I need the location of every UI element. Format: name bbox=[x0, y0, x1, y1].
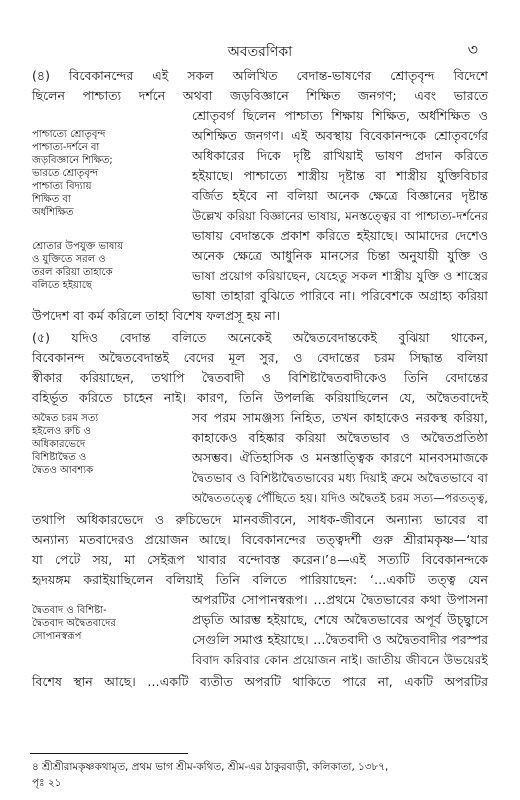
margin-note-line: শিক্ষিত বা bbox=[32, 194, 71, 205]
text-line: অপরটির সোপানস্বরূপ। …প্রথমে দ্বৈতভাবের কথা উপাসনা bbox=[192, 592, 488, 607]
text-line: কাহাকেও বহিষ্কার করিয়া অদ্বৈতভাব ও অদ্বৈতপ্রতিষ্ঠা bbox=[192, 430, 488, 445]
margin-note-line: বিশিষ্টাদ্বৈত ও bbox=[32, 452, 87, 463]
text-line: দ্বৈতভাব ও বিশিষ্টাদ্বৈতভাবের মধ্য দিয়াই ক্রমে অদ্বৈতভাবে বা bbox=[192, 471, 488, 485]
text-line: তথাপি অধিকারভেদে ও রুচিভেদে মানবজীবনে, সাধক-জীবনে অন্যান্য ভাবের বা bbox=[32, 512, 488, 527]
margin-note-line: ও যুক্তিতে সরল ও bbox=[32, 254, 106, 265]
margin-note-line: ভারতে শ্রোতৃবৃন্দ bbox=[32, 168, 98, 179]
text-line: অধিকারের দিকে দৃষ্টি রাখিয়াই ভাষণ প্রদান করিতে bbox=[192, 148, 488, 163]
text-line: অদ্বৈততত্ত্বে পৌঁছিতে হয়। যদিও অদ্বৈতই চরম সত্য—পরতত্ত্ব, bbox=[192, 491, 488, 505]
text-line: ভাষা প্রয়োগ করিয়াছেন, যেহেতু সকল শাস্ত্রীয় যুক্তি ও শাস্ত্রের bbox=[192, 269, 488, 283]
margin-note-line: শ্রোতার উপযুক্ত ভাষায় bbox=[32, 241, 124, 252]
margin-note-line: অর্ধশিক্ষিত bbox=[32, 207, 74, 218]
footnote-divider bbox=[30, 753, 188, 754]
text-line: বিবাদ করিবার কোন প্রয়োজন নাই। জাতীয় জীবনে উভয়েরই bbox=[192, 653, 488, 667]
margin-note-language bbox=[32, 240, 123, 292]
text-line: হৃদয়ঙ্গম করাইয়াছিলেন বলিয়াই তিনি বলিতে পারিয়াছেন: ‘…একটি তত্ত্ব যেন bbox=[32, 572, 488, 587]
text-line: বিশেষ স্থান আছে। …একটি ব্যতীত অপরটি থাকিতে পারে না, একটি অপরটির bbox=[32, 674, 488, 689]
text-line: অশিক্ষিত জনগণ। এই অবস্থায় বিবেকানন্দকে শ্রোতৃবর্গের bbox=[192, 128, 488, 143]
page-header-title: অবতরণিকা bbox=[227, 44, 293, 60]
text-line: প্রভৃতি আরম্ভ হইয়াছে, শেষে অদ্বৈতভাবের অপূর্ব উচ্ছ্বাসে bbox=[192, 612, 488, 627]
margin-note-line: পাশ্চাত্য-দর্শনে বা bbox=[32, 142, 100, 153]
text-line: বর্জিত হইবে না বলিয়া অনেক ক্ষেত্রে বিজ্ঞানের দৃষ্টান্ত bbox=[192, 188, 488, 203]
text-line: শ্রোতৃবর্গ ছিলেন পাশ্চাত্য শিক্ষায় শিক্ষিত, অর্ধশিক্ষিত ও bbox=[192, 108, 488, 123]
margin-note-line: দ্বৈতও আবশ্যক bbox=[32, 465, 94, 476]
text-line: স্বীকার করিয়াছেন, তথাপি দ্বৈতবাদী ও বিশিষ্টাদ্বৈতবাদীকেও তিনি বেদান্তের bbox=[32, 370, 488, 385]
page-number: ৩ bbox=[467, 40, 478, 59]
footnote-line: পৃঃ ২১ bbox=[32, 777, 62, 789]
margin-note-dvaita bbox=[32, 604, 116, 643]
text-line: উল্লেখ করিয়া বিজ্ঞানের ভাষায়, মনস্তত্ত্বের বা পাশ্চাত্য-দর্শনের bbox=[192, 209, 488, 223]
margin-note-audience bbox=[32, 128, 113, 219]
text-line: সব পরম সামঞ্জস্য নিহিত, তখন কাহাকেও নরকস্থ করিয়া, bbox=[192, 410, 488, 425]
text-line: সেগুলি সমাপ্ত হইয়াছে। …দ্বৈতবাদী ও অদ্বৈতবাদীর পরস্পর bbox=[192, 632, 488, 647]
text-line: হইয়াছে। পাশ্চাত্যে শাস্ত্রীয় দৃষ্টান্ত বা শাস্ত্রীয় যুক্তিবিচার bbox=[192, 168, 488, 183]
margin-note-line: বলিতে হইয়াছে bbox=[32, 280, 92, 291]
text-line: অনেক ক্ষেত্রে আধুনিক মানসের চিন্তা অনুযায়ী যুক্তি ও bbox=[192, 248, 488, 263]
text-line: উপদেশ বা কর্ম করিলে তাহা বিশেষ ফলপ্রসূ হয় না। bbox=[32, 308, 281, 323]
text-line: (৫) যদিও বেদান্ত বলিতে অনেকেই অদ্বৈতবেদান্তকেই বুঝিয়া থাকেন, bbox=[32, 330, 488, 345]
margin-note-line: অদ্বৈত চরম সত্য bbox=[32, 413, 99, 424]
margin-note-line: হইলেও রুচি ও bbox=[32, 426, 91, 437]
text-line: (৪) বিবেকানন্দের এই সকল অলিখিত বেদান্ত-ভাষণের শ্রোতৃবৃন্দ বিদেশে bbox=[32, 68, 488, 83]
text-line: ভাষায় বেদান্তকে প্রকাশ করিতে হইয়াছে। আমাদের দেশেও bbox=[192, 228, 488, 243]
text-line: ভাষা তাহারা বুঝিতে পারিবে না। পরিবেশকে অগ্রাহ্য করিয়া bbox=[192, 288, 488, 303]
margin-note-line: অধিকারভেদে bbox=[32, 439, 86, 450]
margin-note-line: দ্বৈতবাদ অদ্বৈতবাদের bbox=[32, 618, 116, 629]
margin-note-line: দ্বৈতবাদ ও বিশিষ্টা- bbox=[32, 605, 107, 616]
margin-note-line: তরল করিয়া তাহাকে bbox=[32, 267, 113, 278]
text-line: ছিলেন পাশ্চাত্য দর্শনে অথবা জড়বিজ্ঞানে শিক্ষিত জনগণ; এবং ভারতে bbox=[32, 88, 488, 103]
text-line: বিবেকানন্দ অদ্বৈতবেদান্তই বেদের মূল সুর, ও বেদান্তের চরম সিদ্ধান্ত বলিয়া bbox=[32, 350, 488, 365]
margin-note-line: পাশ্চাত্য বিদ্যায় bbox=[32, 181, 92, 192]
text-line: যা পেটে সয়, মা সেইরূপ খাবার বন্দোবস্ত করেন।’৪—এই সত্যটি বিবেকানন্দকে bbox=[32, 552, 488, 567]
text-line: অন্যান্য মতবাদেরও প্রয়োজন আছে। বিবেকানন্দের তত্ত্বদর্শী গুরু শ্রীরামকৃষ্ণ—‘যার bbox=[32, 532, 488, 547]
margin-note-line: জড়বিজ্ঞানে শিক্ষিত; bbox=[32, 155, 113, 166]
text-line: অসম্ভব। ঐতিহাসিক ও মনস্তাত্ত্বিক কারণে মানবসমাজকে bbox=[192, 450, 488, 465]
text-line: বহির্ভূত করিতে চাহেন নাই। কারণ, তিনি উপলব্ধি করিয়াছিলেন যে, অদ্বৈতবাদেই bbox=[32, 390, 488, 405]
margin-note-advaita bbox=[32, 412, 98, 477]
margin-note-line: পাশ্চাত্যে শ্রোতৃবৃন্দ bbox=[32, 129, 106, 140]
footnote-line: ৪ শ্রীশ্রীরামকৃষ্ণকথামৃত, প্রথম ভাগ শ্রীম-কথিত, শ্রীম-এর ঠাকুরবাড়ী, কলিকাতা, ১৩৮৭, bbox=[32, 761, 389, 773]
margin-note-line: সোপানস্বরূপ bbox=[32, 631, 82, 642]
